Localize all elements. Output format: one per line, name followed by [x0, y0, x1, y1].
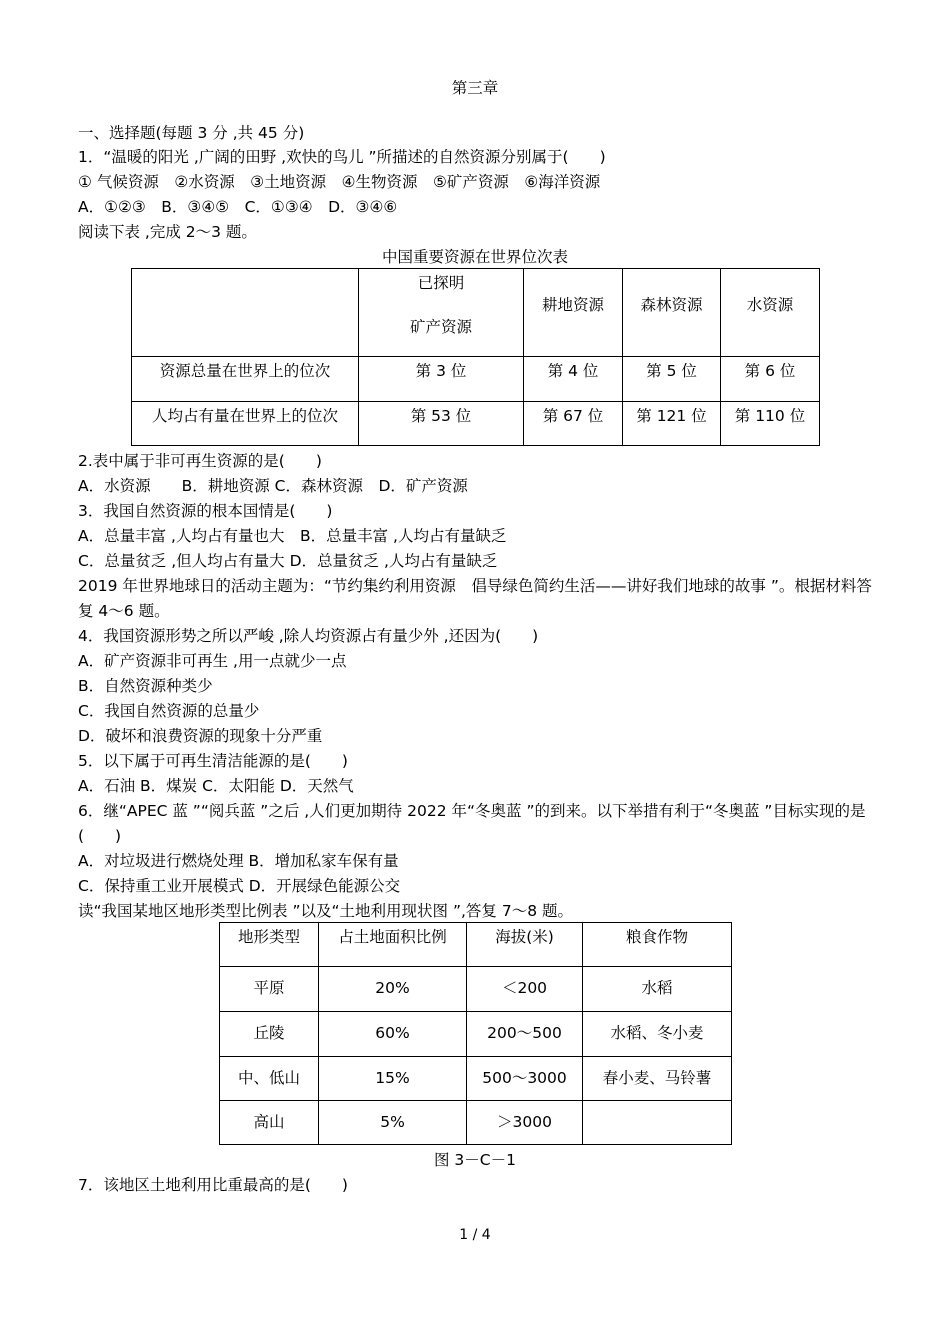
q6-choices-ab: A．对垃圾进行燃烧处理 B．增加私家车保有量: [78, 852, 399, 870]
q6-choices-cd: C．保持重工业开展模式 D．开展绿色能源公交: [78, 877, 401, 895]
table2-cell: 水稻、冬小麦: [583, 1012, 732, 1057]
table2-cell: 中、低山: [220, 1057, 319, 1101]
table2-row: [220, 1101, 732, 1145]
table2-header-row: [220, 923, 732, 967]
table1-cell: 第 3 位: [359, 357, 524, 402]
table2-cell: 15%: [319, 1057, 467, 1101]
q3-stem: 3．我国自然资源的根本国情是( ): [78, 502, 333, 520]
table1-header-mineral-line1: 已探明: [417, 274, 465, 292]
table2-header-cell: 地形类型: [220, 923, 319, 967]
table1-cell: 第 53 位: [359, 402, 524, 446]
chapter-title: 第三章: [451, 79, 499, 97]
table1-cell: 第 121 位: [623, 402, 721, 446]
q1-stem: 1．“温暖的阳光 ,广阔的田野 ,欢快的鸟儿 ”所描述的自然资源分别属于( ): [78, 148, 606, 166]
table1-header-cell: 森林资源: [623, 269, 721, 357]
q4-choice-d: D．破坏和浪费资源的现象十分严重: [78, 727, 323, 745]
reading-instruction-1: 阅读下表 ,完成 2～3 题。: [78, 223, 257, 241]
table2-cell: ＜200: [467, 967, 583, 1012]
table2-row: [220, 1057, 732, 1101]
q5-stem: 5．以下属于可再生清洁能源的是( ): [78, 752, 348, 770]
table1-header-cell: [132, 269, 359, 357]
q5-choices: A．石油 B．煤炭 C．太阳能 D．天然气: [78, 777, 354, 795]
table2-header-cell: 占土地面积比例: [319, 923, 467, 967]
table2-cell: 高山: [220, 1101, 319, 1145]
q4-stem: 4．我国资源形势之所以严峻 ,除人均资源占有量少外 ,还因为( ): [78, 627, 539, 645]
q6-stem: 6．继“APEC 蓝 ”“阅兵蓝 ”之后 ,人们更加期待 2022 年“冬奥蓝 ”的到来。以下举措有利于“冬奥蓝 ”目标实现的是( ): [78, 802, 866, 845]
table1-cell: 第 110 位: [721, 402, 820, 446]
table2-cell: 500～3000: [467, 1057, 583, 1101]
table2-header-cell: 粮食作物: [583, 923, 732, 967]
q4-choice-a: A．矿产资源非可再生 ,用一点就少一点: [78, 652, 347, 670]
reading-instruction-2: 读“我国某地区地形类型比例表 ”以及“土地利用现状图 ”,答复 7～8 题。: [78, 902, 573, 920]
table1-row: [132, 357, 820, 402]
q2-stem: 2.表中属于非可再生资源的是( ): [78, 452, 322, 470]
table2-cell: 20%: [319, 967, 467, 1012]
table2-cell: 春小麦、马铃薯: [583, 1057, 732, 1101]
q4-choice-c: C．我国自然资源的总量少: [78, 702, 260, 720]
q1-items: ① 气候资源 ②水资源 ③土地资源 ④生物资源 ⑤矿产资源 ⑥海洋资源: [78, 173, 601, 191]
earth-day-intro: 2019 年世界地球日的活动主题为：“节约集约利用资源 倡导绿色简约生活——讲好我们地球的故事 ”。根据材料答复 4～6 题。: [78, 577, 872, 620]
table1-cell: 第 4 位: [524, 357, 623, 402]
terrain-ratio-table: [219, 922, 732, 1145]
table2-cell: 60%: [319, 1012, 467, 1057]
section-heading: 一、选择题(每题 3 分 ,共 45 分): [78, 124, 305, 142]
table1-header-row: [132, 269, 820, 357]
table2-cell: 200～500: [467, 1012, 583, 1057]
table2-row: [220, 967, 732, 1012]
table2-cell: ＞3000: [467, 1101, 583, 1145]
table2-cell: 丘陵: [220, 1012, 319, 1057]
table1-caption: 中国重要资源在世界位次表: [381, 248, 568, 266]
table1-header-mineral-line2: 矿产资源: [409, 318, 472, 336]
table1-cell: 第 5 位: [623, 357, 721, 402]
q7-stem: 7．该地区土地利用比重最高的是( ): [78, 1176, 348, 1194]
page-number: 1 / 4: [459, 1227, 491, 1243]
table1-header-cell: 水资源: [721, 269, 820, 357]
figure-caption: 图 3－C－1: [434, 1151, 516, 1169]
table2-cell: [583, 1101, 732, 1145]
table2-cell: 水稻: [583, 967, 732, 1012]
table1-header-cell: [359, 269, 524, 357]
q2-choices: A．水资源 B．耕地资源 C．森林资源 D．矿产资源: [78, 477, 468, 495]
table2-row: [220, 1012, 732, 1057]
table1-row: [132, 402, 820, 446]
table1-cell: 第 6 位: [721, 357, 820, 402]
table1-header-cell: 耕地资源: [524, 269, 623, 357]
q3-choices-cd: C．总量贫乏 ,但人均占有量大 D．总量贫乏 ,人均占有量缺乏: [78, 552, 498, 570]
table1-cell: 人均占有量在世界上的位次: [132, 402, 359, 446]
resource-rank-table: [131, 268, 820, 446]
q3-choices-ab: A．总量丰富 ,人均占有量也大 B．总量丰富 ,人均占有量缺乏: [78, 527, 507, 545]
table2-cell: 平原: [220, 967, 319, 1012]
q4-choice-b: B．自然资源种类少: [78, 677, 213, 695]
table1-cell: 资源总量在世界上的位次: [132, 357, 359, 402]
table2-cell: 5%: [319, 1101, 467, 1145]
table2-header-cell: 海拔(米): [467, 923, 583, 967]
table1-cell: 第 67 位: [524, 402, 623, 446]
q1-choices: A．①②③ B．③④⑤ C．①③④ D．③④⑥: [78, 198, 398, 216]
